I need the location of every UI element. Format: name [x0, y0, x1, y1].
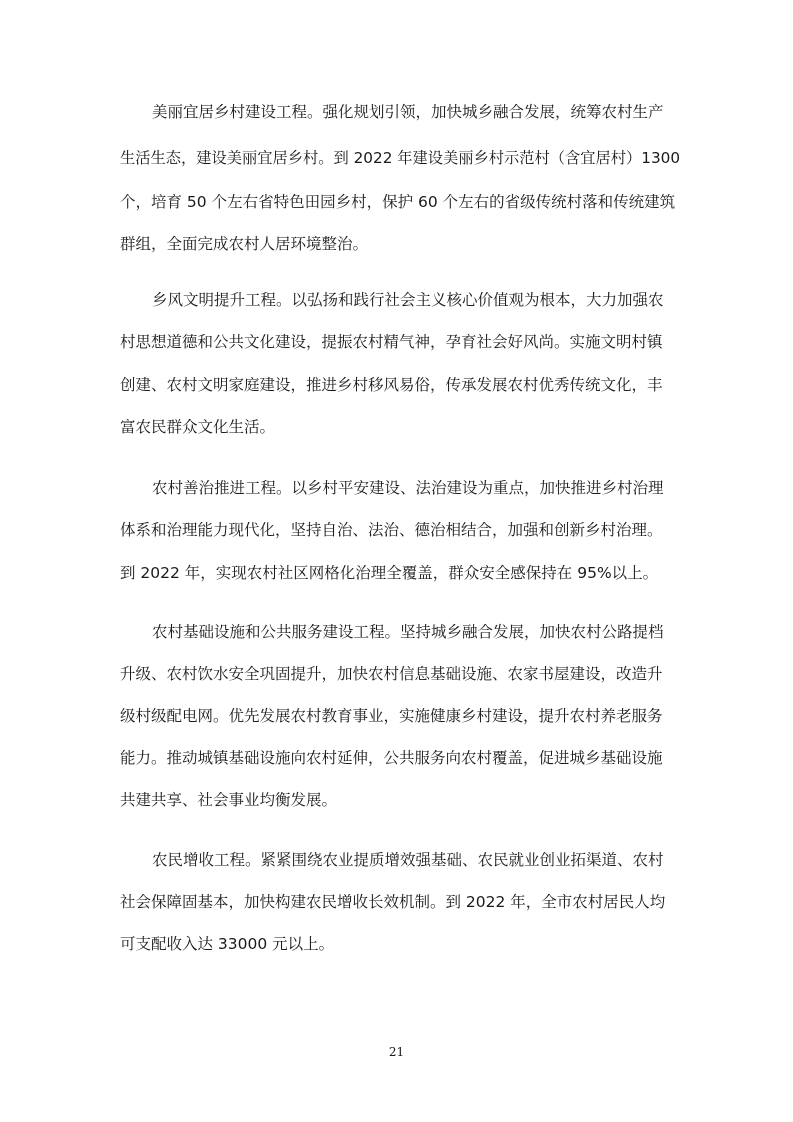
paragraph-line: 个，培育 50 个左右省特色田园乡村，保护 60 个左右的省级传统村落和传统建筑	[120, 193, 676, 211]
paragraph-line: 社会保障固基本，加快构建农民增收长效机制。到 2022 年，全市农村居民人均	[120, 893, 666, 911]
paragraph-line: 农民增收工程。紧紧围绕农业提质增效强基础、农民就业创业拓渠道、农村	[152, 851, 664, 869]
paragraph-line: 体系和治理能力现代化，坚持自治、法治、德治相结合，加强和创新乡村治理。	[120, 521, 663, 539]
paragraph-line: 生活生态，建设美丽宜居乡村。到 2022 年建设美丽乡村示范村（含宜居村）1300	[120, 149, 681, 167]
paragraph-line: 群组，全面完成农村人居环境整治。	[120, 235, 369, 253]
paragraph-line: 共建共享、社会事业均衡发展。	[120, 791, 338, 809]
paragraph-line: 创建、农村文明家庭建设，推进乡村移风易俗，传承发展农村优秀传统文化，丰	[120, 376, 663, 394]
paragraph-line: 到 2022 年，实现农村社区网格化治理全覆盖，群众安全感保持在 95%以上。	[120, 564, 659, 582]
paragraph-line: 村思想道德和公共文化建设，提振农村精气神，孕育社会好风尚。实施文明村镇	[120, 333, 663, 351]
paragraph-line: 级村级配电网。优先发展农村教育事业，实施健康乡村建设，提升农村养老服务	[120, 707, 663, 725]
paragraph-line: 升级、农村饮水安全巩固提升，加快农村信息基础设施、农家书屋建设，改造升	[120, 665, 663, 683]
paragraph-line: 能力。推动城镇基础设施向农村延伸，公共服务向农村覆盖，促进城乡基础设施	[120, 749, 663, 767]
paragraph-line: 可支配收入达 33000 元以上。	[120, 935, 335, 953]
paragraph-line: 乡风文明提升工程。以弘扬和践行社会主义核心价值观为根本，大力加强农	[152, 291, 664, 309]
page-number: 21	[388, 1045, 405, 1059]
paragraph-line: 美丽宜居乡村建设工程。强化规划引领，加快城乡融合发展，统筹农村生产	[152, 103, 664, 121]
paragraph-line: 富农民群众文化生活。	[120, 418, 276, 436]
paragraph-line: 农村基础设施和公共服务建设工程。坚持城乡融合发展，加快农村公路提档	[152, 623, 664, 641]
paragraph-line: 农村善治推进工程。以乡村平安建设、法治建设为重点，加快推进乡村治理	[152, 479, 664, 497]
